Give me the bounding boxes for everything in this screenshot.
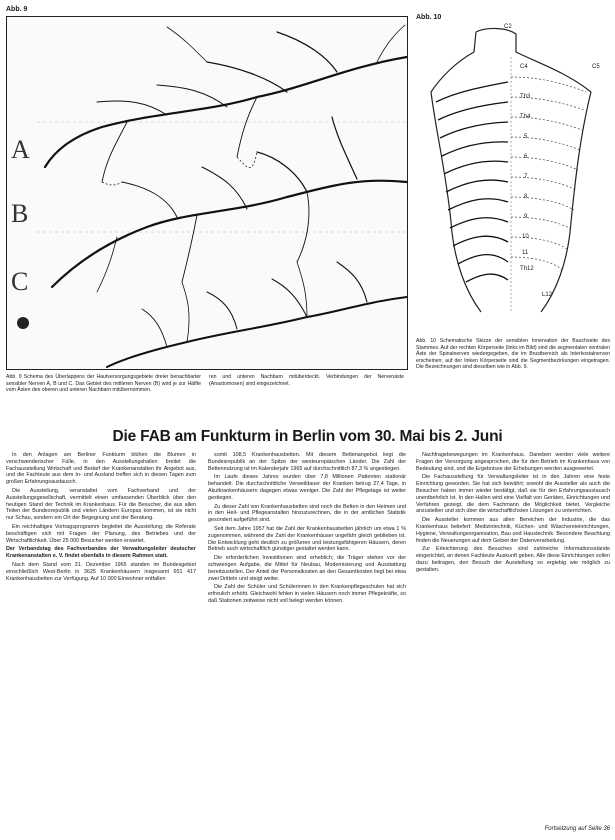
article-column-2	[208, 452, 406, 834]
figure-10-torso-diagram	[416, 22, 610, 332]
col1-paragraph: Ein reichhaltiges Vortragsprogramm begleitet die Ausstellung; die Referate beschäftigen sich mit Fragen der Planung, des Betriebes und der Wirtschaftlichkeit. Über 25 000 Besucher werden erwartet.	[6, 523, 196, 544]
figure-10-label: Abb. 10	[416, 14, 442, 21]
figure-10-caption: Abb. 10 Schematische Skizze der sensiblen Innervation der Bauchseite des Stammes. Auf der rechten Körperseite (links im Bild) sind die segmentalen ventralen Äste der Spinalnerven wiedergegeben, die im Brustbereich als Interkostalnerven erscheinen; auf der linken Körperseite sind die Segmentbezirkungen eingetragen. Die Bezeichnungen sind dieselben wie in Abb. 9.	[416, 338, 610, 371]
col1-paragraph: Nach dem Stand vom 31. Dezember 1965 standen im Bundesgebiet einschließlich West-Berlin in 3625 Krankenhäusern insgesamt 651 417 Krankenhausbetten zur Verfügung. Auf 10 000 Einwohner entfallen	[6, 561, 196, 582]
zone-label-c: C	[11, 267, 29, 296]
nerve-branching-illustration	[7, 17, 407, 369]
figure-9-label: Abb. 9	[6, 6, 28, 13]
col3-paragraph: Nachfragebewegungen im Krankenhaus. Daneben werden viele weitere Fragen der Versorgung angesprochen, die für den Betrieb im Krankenhaus von Bedeutung sind, und die Ergebnisse der Erhebungen werden ausgewertet.	[416, 452, 610, 472]
article-headline: Die FAB am Funkturm in Berlin vom 30. Mai bis 2. Juni	[112, 428, 503, 445]
segment-label-c2: C2	[504, 24, 512, 30]
col1-paragraph: Die Ausstellung, veranstaltet vom Fachverband und der Ausstellungsgesellschaft, vermittelt einen umfassenden Überblick über den heutigen Stand der Technik im Krankenhaus. Für die Besucher, die aus allen Teilen der Bundesrepublik und vielen Ländern Europas kommen, ist sie nicht nur Schau, sondern ein Ort der Begegnung und der Beratung.	[6, 487, 196, 522]
segment-label-c5: C5	[592, 64, 600, 70]
article-column-3	[416, 452, 610, 824]
figure-9-caption-right: ren und unteren Nachbarn mitüberdeckt. Verbindungen der Nervenäste (Anastomosen) sind eingezeichnet.	[209, 374, 404, 387]
segment-label-c4: C4	[520, 64, 528, 70]
col2-paragraph: Die erforderlichen Investitionen sind erheblich; die Träger stehen vor der schwierigen Aufgabe, die Mittel für Neubau, Modernisierung und Ausstattung bereitzustellen. Der Anteil der Personalkosten an den Gesamtkosten liegt bei etwa zwei Dritteln und steigt weiter.	[208, 555, 406, 582]
col2-paragraph: Zu dieser Zahl von Krankenhausbetten sind noch die Betten in den Heimen und in den Heil- und Pflegeanstalten hinzuzurechnen, die in der amtlichen Statistik gesondert aufgeführt sind.	[208, 503, 406, 524]
col2-paragraph: somit 108,5 Krankenhausbetten. Mit diesem Bettenangebot liegt die Bundesrepublik an der Spitze der westeuropäischen Länder. Die Zahl der Bettennutzung ist im Kalenderjahr 1965 auf durchschnittlich 87,3 % angestiegen.	[208, 452, 406, 472]
col3-paragraph: Die Aussteller kommen aus allen Bereichen der Industrie, die das Krankenhaus beliefert: Medizintechnik, Küchen- und Wäschereieinrichtungen, Hygiene, Verwaltungsorganisation, Bau und Haustechnik. Besondere Beachtung finden die Neuerungen auf dem Gebiet der Datenverarbeitung.	[416, 517, 610, 544]
segment-label-6: 6	[524, 154, 528, 160]
segment-label-5: 5	[524, 134, 528, 140]
segment-label-10: 10	[522, 234, 529, 240]
col2-paragraph: Im Laufe dieses Jahres wurden über 7,8 Millionen Patienten stationär behandelt. Die durchschnittliche Verweildauer der Kranken betrug 27,4 Tage, in Akutkrankenhäusern dagegen etwas weniger. Die Zahl der Pflegetage ist weiter gestiegen.	[208, 474, 406, 501]
segment-label-7: 7	[524, 174, 528, 180]
figure-9-nerve-diagram	[6, 16, 408, 370]
segment-label-th12: Th12	[520, 266, 534, 272]
zone-label-b: B	[11, 199, 29, 228]
segment-label-th3: Th3	[520, 94, 531, 100]
col2-paragraph: Die Zahl der Schüler und Schülerinnen in den Krankenpflegeschulen hat sich erfreulich erhöht. Gleichwohl fehlen in vielen Häusern noch immer Pflegekräfte, so daß Stationen zeitweise nicht voll belegt werden können.	[208, 584, 406, 604]
col1-subhead-paragraph: Der Verbandstag des Fachverbandes der Verwaltungsleiter deutscher Krankenanstalten e. V. findet ebenfalls in diesem Rahmen statt.	[6, 546, 196, 560]
col2-paragraph: Seit dem Jahre 1957 hat die Zahl der Krankenhausbetten jährlich um etwa 1 % zugenommen, während die Zahl der Krankenhäuser ungefähr gleich geblieben ist. Die Entwicklung geht deutlich zu größeren und leistungsfähigeren Häusern, deren Betrieb auch wirtschaftlich günstiger gestaltet werden kann.	[208, 525, 406, 553]
segment-label-8: 8	[524, 194, 528, 200]
segment-label-th4: Th4	[520, 114, 531, 120]
segment-label-9: 9	[524, 214, 528, 220]
col3-paragraph: Zur Erleichterung des Besuches sind zahlreiche Informationsstände eingerichtet, an denen Fachleute Auskunft geben. Alle diese Einrichtungen sollen dazu beitragen, den Besuch der Ausstellung so ergiebig wie möglich zu gestalten.	[416, 546, 610, 573]
figure-9-caption-left: Abb. 9 Schema des Überlappens der Hautversorgungsgebiete dreier benachbarter sensibler Nerven A, B und C. Das Gebiet des mittleren Nerven (B) wird je zur Hälfte vom Ästen des oberen und unteren Nachbarn mitübernommen.	[6, 374, 201, 394]
zone-label-a: A	[11, 135, 30, 164]
col3-paragraph: Die Fachausstellung für Verwaltungsleiter ist in den Jahren eine feste Einrichtung geworden. Sie hat sich bewährt; sowohl die Aussteller als auch die Besucher haben immer wieder bestätigt, daß sie für den Erfahrungsaustausch unentbehrlich ist. In den Hallen wird eine Vielfalt von Geräten, Einrichtungen und Verfahren gezeigt, die dem Fachmann die Möglichkeit bietet, Vergleiche anzustellen und sich über die wirtschaftlichsten Lösungen zu unterrichten.	[416, 474, 610, 515]
segment-label-l12: L12	[542, 292, 553, 298]
col1-paragraph: In den Anlagen am Berliner Funkturm blühen die Blumen in verschwenderischer Fülle, in den Ausstellungshallen breitet die Fachausstellung Wirtschaft und Bedarf der Krankenanstalten ihr Angebot aus, und die Fachleute aus dem In- und Ausland treffen sich in diesen Tagen zum großen Erfahrungsaustausch.	[6, 452, 196, 486]
registration-dot	[17, 317, 29, 329]
article-column-1	[6, 452, 196, 834]
torso-innervation-illustration	[416, 22, 610, 332]
continuation-note: Fortsetzung auf Seite 36	[544, 826, 610, 832]
segment-label-11: 11	[522, 250, 529, 256]
